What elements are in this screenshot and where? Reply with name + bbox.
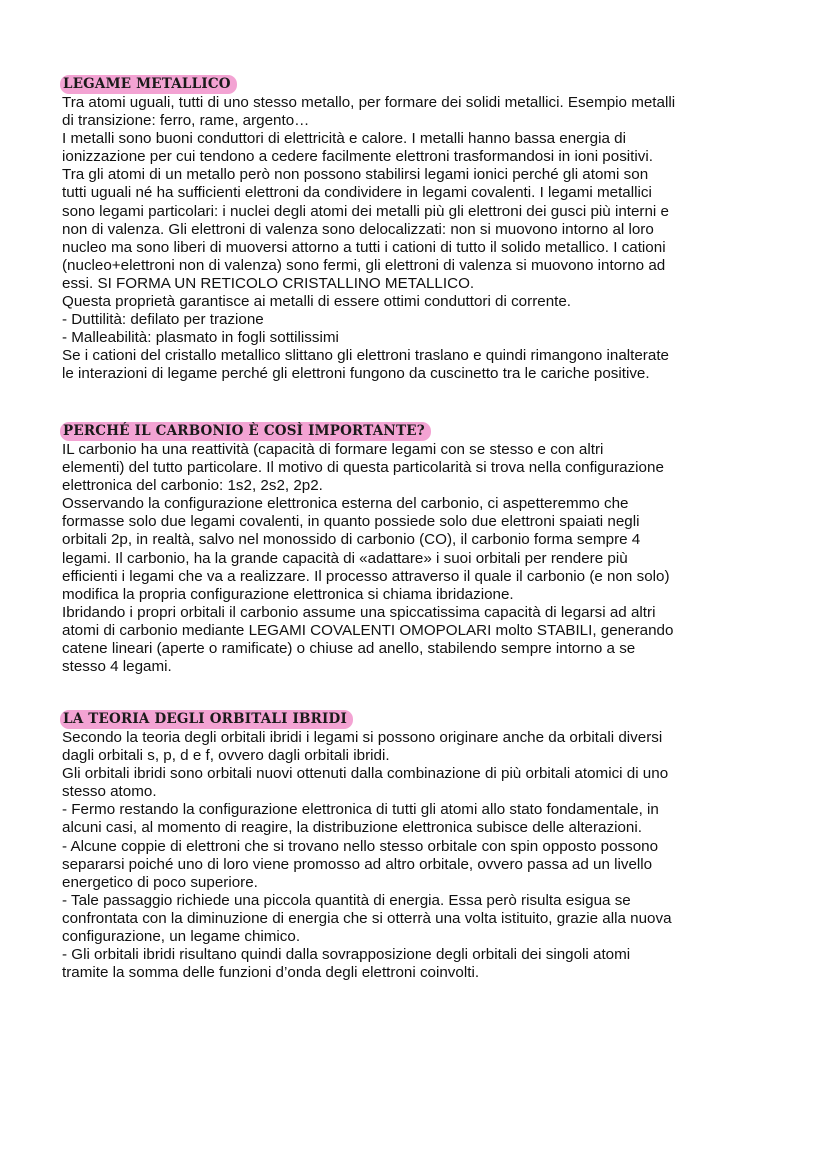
text-line: - Tale passaggio richiede una piccola quantità di energia. Essa però risulta esigua se xyxy=(62,891,631,909)
text-line: tutti uguali né ha sufficienti elettroni da condividere in legami covalenti. I legami metallici xyxy=(62,184,652,202)
text-line: IL carbonio ha una reattività (capacità di formare legami con se stesso e con altri xyxy=(62,441,604,458)
text-line: - Duttilità: defilato per trazione xyxy=(62,311,264,329)
text-line: tramite la somma delle funzioni d’onda degli elettroni coinvolti. xyxy=(62,964,480,982)
section-heading: LA TEORIA DEGLI ORBITALI IBRIDI xyxy=(60,710,353,729)
text-line: I metalli sono buoni conduttori di elettricità e calore. I metalli hanno bassa energia di xyxy=(62,130,626,148)
text-line: configurazione, un legame chimico. xyxy=(62,928,301,946)
text-line: Gli orbitali ibridi sono orbitali nuovi ottenuti dalla combinazione di più orbitali atomici di uno xyxy=(62,765,669,783)
text-line: - Gli orbitali ibridi risultano quindi dalla sovrapposizione degli orbitali dei singoli atomi xyxy=(62,946,631,964)
text-line: catene lineari (aperte o ramificate) o chiuse ad anello, stabilendo sempre intorno a se xyxy=(62,640,636,658)
text-line: alcuni casi, al momento di reagire, la distribuzione elettronica subisce delle alterazioni. xyxy=(62,819,642,837)
text-line: - Malleabilità: plasmato in fogli sottilissimi xyxy=(62,329,339,347)
text-line: Ibridando i propri orbitali il carbonio assume una spiccatissima capacità di legarsi ad altri xyxy=(62,603,656,621)
text-line: di transizione: ferro, rame, argento… xyxy=(62,112,310,130)
text-line: non di valenza. Gli elettroni di valenza sono delocalizzati: non si muovono intorno al loro xyxy=(62,220,654,238)
text-line: modifica la propria configurazione elettronica si chiama ibridazione. xyxy=(62,585,514,603)
text-line: Tra atomi uguali, tutti di uno stesso metallo, per formare dei solidi metallici. Esempio metalli xyxy=(62,94,676,111)
section-heading: PERCHÉ IL CARBONIO È COSÌ IMPORTANTE? xyxy=(60,422,431,441)
text-line: atomi di carbonio mediante LEGAMI COVALENTI OMOPOLARI molto STABILI, generando xyxy=(62,621,674,639)
text-line: dagli orbitali s, p, d e f, ovvero dagli orbitali ibridi. xyxy=(62,747,390,765)
text-line: legami. Il carbonio, ha la grande capacità di «adattare» i suoi orbitali per rendere più xyxy=(62,549,628,567)
text-line: le interazioni di legame perché gli elettroni fungono da cuscinetto tra le cariche positive. xyxy=(62,365,650,383)
text-line: - Alcune coppie di elettroni che si trovano nello stesso orbitale con spin opposto possono xyxy=(62,837,659,855)
section-carbonio xyxy=(62,422,782,676)
text-line: elementi) del tutto particolare. Il motivo di questa particolarità si trova nella configurazione xyxy=(62,459,664,477)
section-body xyxy=(62,729,782,982)
section-body xyxy=(62,94,782,384)
section-body xyxy=(62,441,782,676)
text-line: essi. SI FORMA UN RETICOLO CRISTALLINO METALLICO. xyxy=(62,274,475,292)
text-line: confrontata con la diminuzione di energia che si otterrà una volta istituito, grazie alla nuova xyxy=(62,909,672,927)
section-legame-metallico xyxy=(62,75,782,384)
text-line: Questa proprietà garantisce ai metalli di essere ottimi conduttori di corrente. xyxy=(62,293,572,311)
text-line: Osservando la configurazione elettronica esterna del carbonio, ci aspetteremmo che xyxy=(62,495,629,513)
section-orbitali-ibridi xyxy=(62,710,782,982)
text-line: Se i cationi del cristallo metallico slittano gli elettroni traslano e quindi rimangono inalterate xyxy=(62,347,669,365)
text-line: orbitali 2p, in realtà, salvo nel monossido di carbonio (CO), il carbonio forma sempre 4 xyxy=(62,531,641,549)
text-line: nucleo ma sono liberi di muoversi attorno a tutti i cationi di tutto il solido metallico. I cationi xyxy=(62,238,666,256)
text-line: formasse solo due legami covalenti, in quanto possiede solo due elettroni spaiati negli xyxy=(62,513,640,531)
text-line: stesso atomo. xyxy=(62,783,157,801)
text-line: separarsi poiché uno di loro viene promosso ad altro orbitale, ovvero passa ad un livello xyxy=(62,855,653,873)
text-line: Secondo la teoria degli orbitali ibridi i legami si possono originare anche da orbitali diversi xyxy=(62,729,663,746)
section-heading: LEGAME METALLICO xyxy=(60,75,237,94)
text-line: ionizzazione per cui tendono a cedere facilmente elettroni trasformandosi in ioni positivi. xyxy=(62,148,653,166)
text-line: sono legami particolari: i nuclei degli atomi dei metalli più gli elettroni dei gusci più interni e xyxy=(62,202,669,220)
text-line: stesso 4 legami. xyxy=(62,658,172,676)
text-line: efficienti i legami che va a realizzare. Il processo attraverso il quale il carbonio (e non solo) xyxy=(62,567,670,585)
text-line: energetico di poco superiore. xyxy=(62,873,258,891)
text-line: - Fermo restando la configurazione elettronica di tutti gli atomi allo stato fondamentale, in xyxy=(62,801,659,819)
text-line: elettronica del carbonio: 1s2, 2s2, 2p2. xyxy=(62,477,323,495)
text-line: Tra gli atomi di un metallo però non possono stabilirsi legami ionici perché gli atomi son xyxy=(62,166,649,184)
text-line: (nucleo+elettroni non di valenza) sono fermi, gli elettroni di valenza si muovono intorno ad xyxy=(62,256,666,274)
